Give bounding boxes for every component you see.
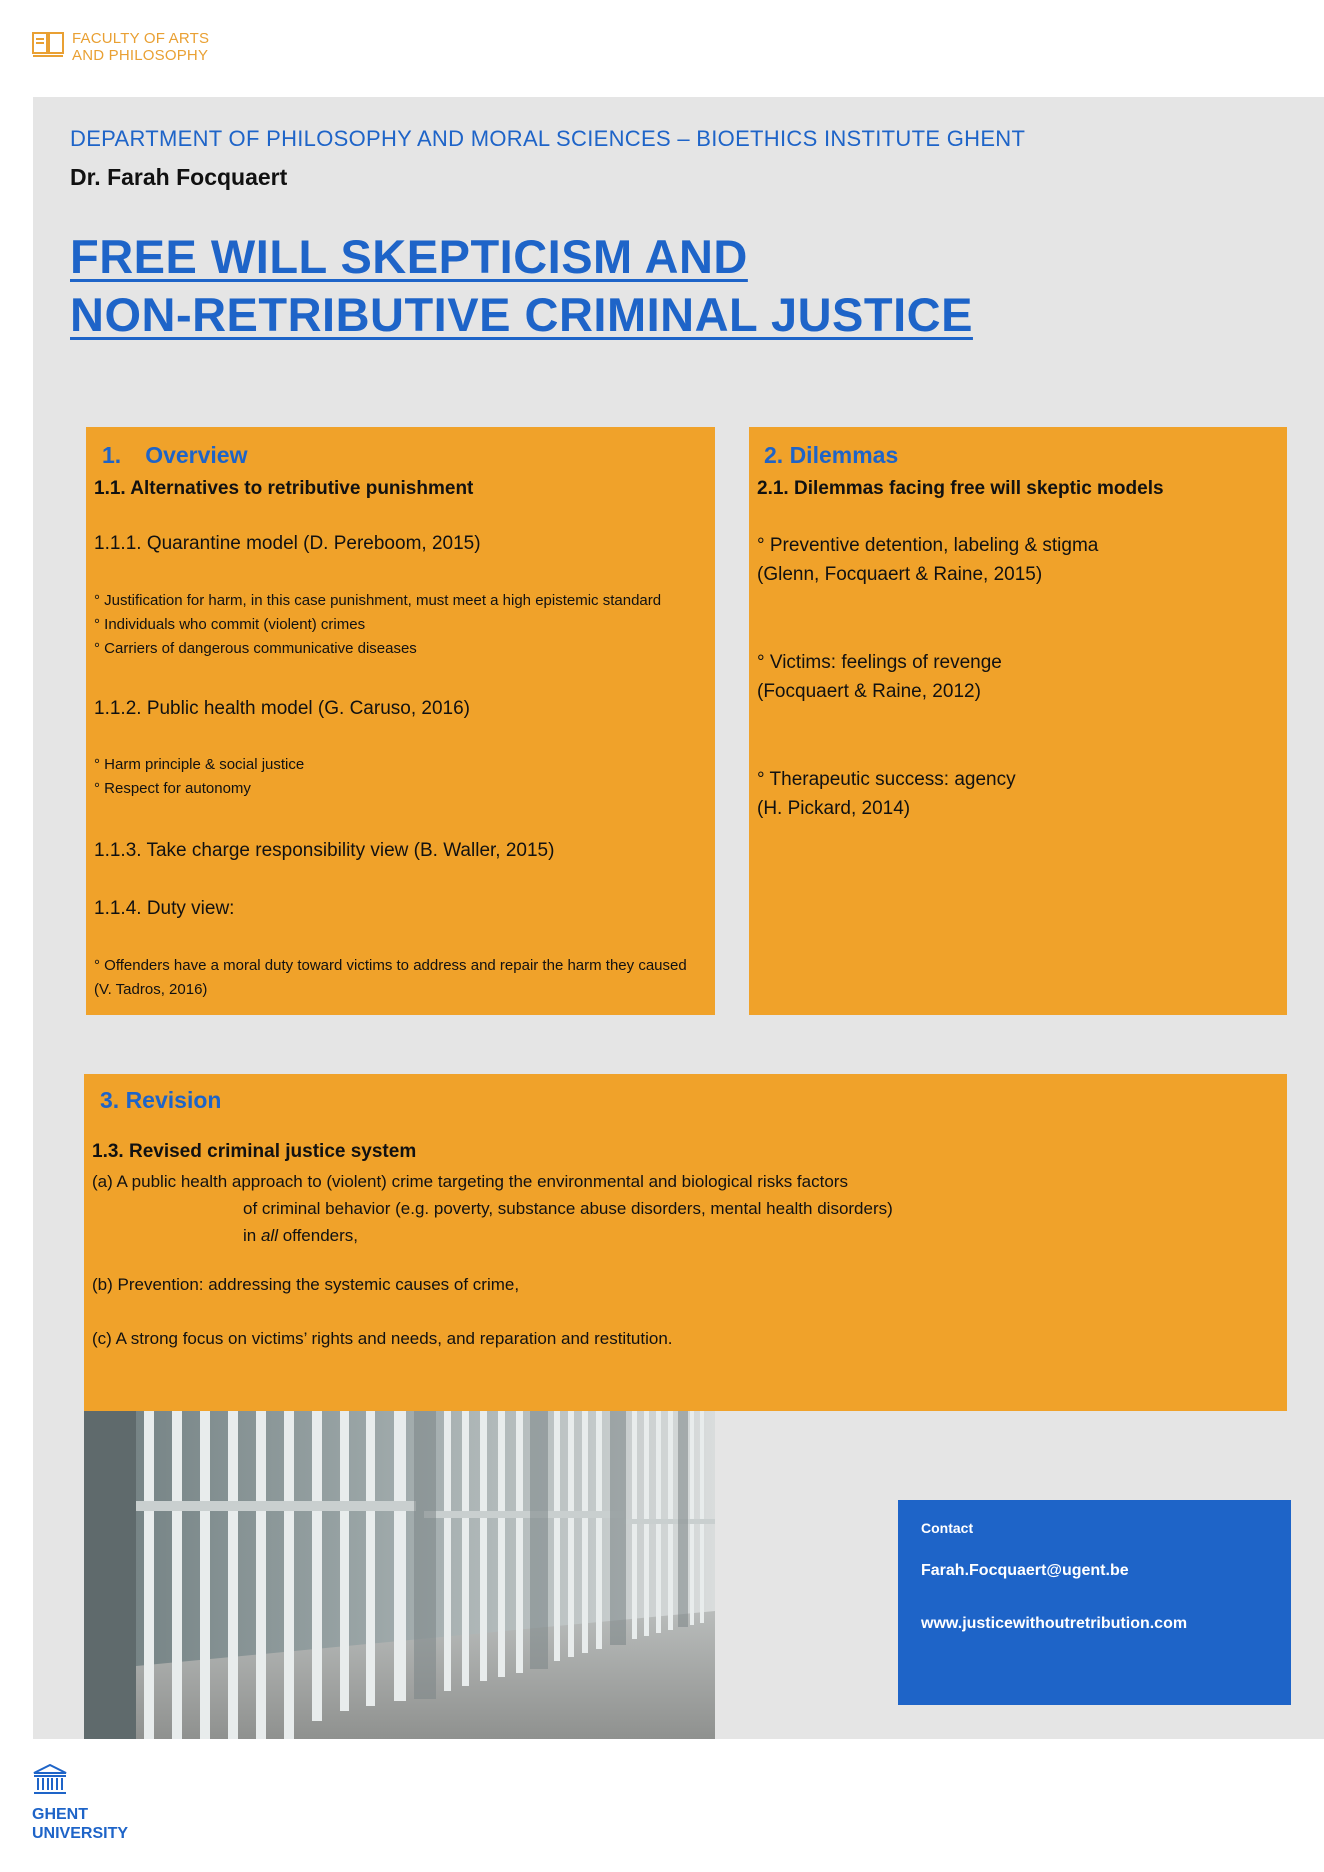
contact-box <box>898 1500 1291 1705</box>
poster-title-line2: NON-RETRIBUTIVE CRIMINAL JUSTICE <box>70 288 973 341</box>
dilemma-item <box>757 765 1016 823</box>
author-name: Dr. Farah Focquaert <box>70 164 288 190</box>
dilemma-text: ° Therapeutic success: agency <box>757 769 1016 790</box>
revision-point-a-line2: of criminal behavior (e.g. poverty, substance abuse disorders, mental health disorders) <box>243 1199 893 1218</box>
list-item: ° Carriers of dangerous communicative diseases <box>94 640 417 657</box>
revision-point-b: (b) Prevention: addressing the systemic causes of crime, <box>92 1275 520 1294</box>
list-item: ° Justification for harm, in this case punishment, must meet a high epistemic standard <box>94 592 662 609</box>
overview-title-text: Overview <box>145 442 248 468</box>
book-icon <box>32 30 66 58</box>
prison-bars-photo <box>84 1411 715 1739</box>
revision-point-c: (c) A strong focus on victims’ rights and needs, and reparation and restitution. <box>92 1329 673 1348</box>
citation: (Glenn, Focquaert & Raine, 2015) <box>757 564 1043 585</box>
quarantine-model-heading: 1.1.1. Quarantine model (D. Pereboom, 2015) <box>94 533 481 554</box>
contact-email-link[interactable]: Farah.Focquaert@ugent.be <box>921 1562 1129 1579</box>
contact-label: Contact <box>921 1520 974 1536</box>
faculty-logo <box>32 30 209 64</box>
revision-point-a <box>92 1168 893 1249</box>
list-item: ° Offenders have a moral duty toward victims to address and repair the harm they caused <box>94 957 687 974</box>
take-charge-heading: 1.1.3. Take charge responsibility view (B. Waller, 2015) <box>94 840 555 861</box>
overview-subheading: 1.1. Alternatives to retributive punishment <box>94 478 474 499</box>
list-item: ° Harm principle & social justice <box>94 756 305 773</box>
text-span: in <box>243 1226 261 1245</box>
revision-point-a-line3 <box>92 1222 893 1249</box>
revision-section <box>84 1074 1287 1411</box>
contact-website-link[interactable]: www.justicewithoutretribution.com <box>921 1615 1188 1632</box>
emphasis: all <box>260 1226 278 1245</box>
faculty-name-line2: AND PHILOSOPHY <box>72 47 209 64</box>
dilemmas-subheading: 2.1. Dilemmas facing free will skeptic models <box>757 478 1164 499</box>
building-icon <box>32 1764 68 1796</box>
revision-subheading: 1.3. Revised criminal justice system <box>92 1141 417 1162</box>
dilemmas-title: 2. Dilemmas <box>764 442 899 468</box>
overview-number: 1. <box>102 442 122 468</box>
university-name-line1: GHENT <box>32 1806 88 1823</box>
poster-title <box>70 228 1170 344</box>
citation: (Focquaert & Raine, 2012) <box>757 681 981 702</box>
overview-section <box>86 427 715 1015</box>
public-health-model-heading: 1.1.2. Public health model (G. Caruso, 2016) <box>94 698 470 719</box>
university-name <box>32 1805 128 1843</box>
citation: (V. Tadros, 2016) <box>94 981 208 998</box>
ghent-university-logo <box>32 1764 128 1843</box>
text-span: offenders, <box>277 1226 359 1245</box>
dilemma-text: ° Preventive detention, labeling & stigma <box>757 535 1099 556</box>
list-item: ° Individuals who commit (violent) crimes <box>94 616 366 633</box>
public-health-model-points <box>94 753 304 801</box>
list-item: ° Respect for autonomy <box>94 780 251 797</box>
poster-title-line1: FREE WILL SKEPTICISM AND <box>70 230 748 283</box>
duty-view-heading: 1.1.4. Duty view: <box>94 898 235 919</box>
duty-view-points <box>94 954 687 1002</box>
faculty-name-line1: FACULTY OF ARTS <box>72 30 210 47</box>
dilemma-item <box>757 531 1098 589</box>
dilemmas-section <box>749 427 1287 1015</box>
department-line: DEPARTMENT OF PHILOSOPHY AND MORAL SCIENCES – BIOETHICS INSTITUTE GHENT <box>70 126 1026 151</box>
university-name-line2: UNIVERSITY <box>32 1825 129 1842</box>
revision-point-a-line1: (a) A public health approach to (violent) crime targeting the environmental and biological risks factors <box>92 1172 848 1191</box>
dilemma-item <box>757 648 1002 706</box>
quarantine-model-points <box>94 589 661 661</box>
overview-title <box>102 442 247 469</box>
revision-title: 3. Revision <box>100 1087 222 1113</box>
citation: (H. Pickard, 2014) <box>757 798 911 819</box>
faculty-name <box>72 30 209 64</box>
dilemma-text: ° Victims: feelings of revenge <box>757 652 1002 673</box>
